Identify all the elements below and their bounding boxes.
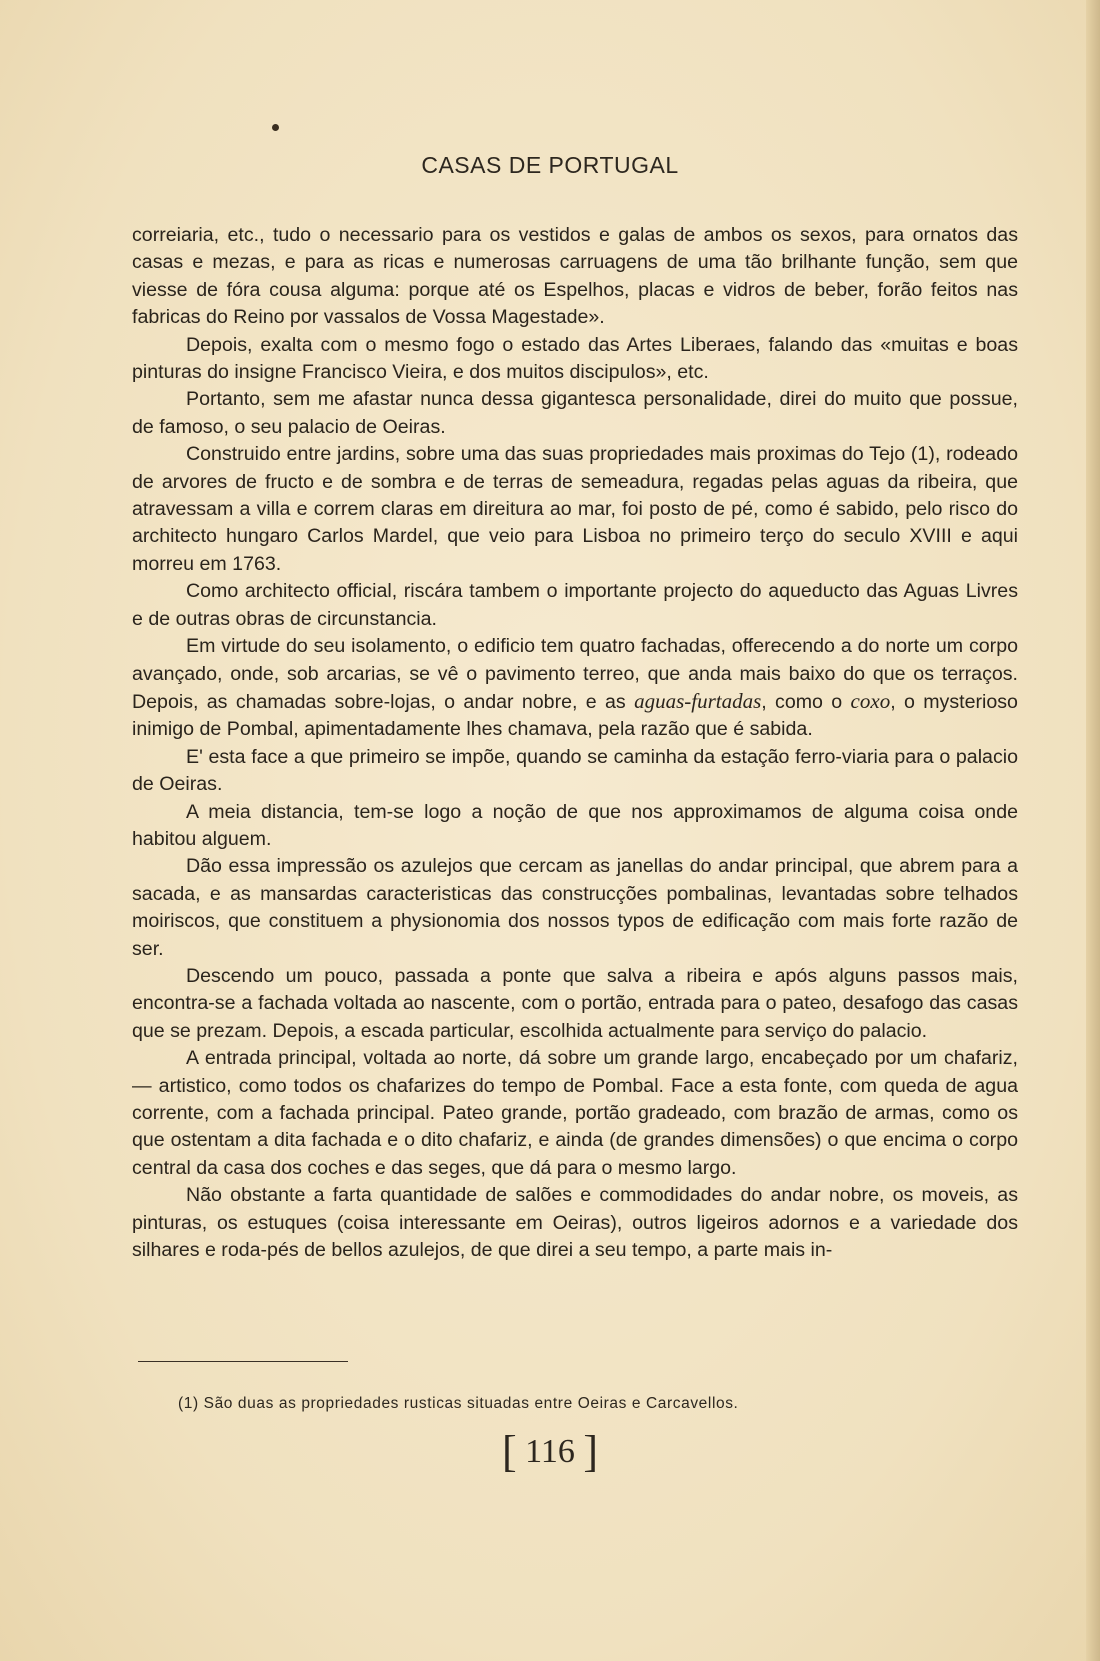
paragraph: A entrada principal, voltada ao norte, dá sobre um grande largo, encabeçado por um chafariz, — artistico, como todos os chafarizes do tempo de Pombal. Face a esta fonte, com queda de agua corrente, com a fachada principal. Pateo grande, portão gradeado, com brazão de armas, como os que ostentam a dita fachada e o dito chafariz, e ainda (de grandes dimensões) o que encima o corpo central da casa dos coches e das seges, que dá para o mesmo largo. — [132, 1047, 1018, 1179]
paragraph: Descendo um pouco, passada a ponte que salva a ribeira e após alguns passos mais, encontra-se a fachada voltada ao nascente, com o portão, entrada para o pateo, desafogo das casas que se prezam. Depois, a escada particular, escolhida actualmente para serviço do palacio. — [132, 964, 1018, 1042]
paragraph-text: Em virtude do seu isolamento, o edificio tem quatro fachadas, offerecendo a do norte um corpo avançado, onde, sob arcarias, se vê o pavimento terreo, que anda mais baixo do que os terraços. Depois, as chamadas sobre-lojas, o andar nobre, e as — [132, 635, 1018, 713]
italic-term: coxo — [850, 688, 891, 713]
body-text — [132, 222, 1018, 1264]
paragraph: E' esta face a que primeiro se impõe, quando se caminha da estação ferro-viaria para o palacio de Oeiras. — [132, 745, 1018, 796]
page-edge-shadow — [1086, 0, 1100, 1661]
paragraph: correiaria, etc., tudo o necessario para os vestidos e galas de ambos os sexos, para ornatos das casas e mezas, e para as ricas e numerosas carruagens de uma tão brilhante função, sem que viesse de fóra cousa alguma: porque até os Espelhos, placas e vidros de beber, forão feitos nas fabricas do Reino por vassalos de Vossa Magestade». — [132, 224, 1018, 329]
paragraph: Construido entre jardins, sobre uma das suas propriedades mais proximas do Tejo (1), rodeado de arvores de fructo e de sombra e de terras de semeadura, regadas pelas aguas da ribeira, que atravessam a villa e correm claras em direitura ao mar, foi posto de pé, como é sabido, pelo risco do architecto hungaro Carlos Mardel, que veio para Lisboa no primeiro terço do seculo XVIII e aqui morreu em 1763. — [132, 443, 1018, 575]
paragraph: A meia distancia, tem-se logo a noção de que nos approximamos de alguma coisa onde habitou alguem. — [132, 800, 1018, 850]
italic-term: aguas-furtadas — [634, 688, 762, 713]
paragraph-text: , como o — [761, 690, 843, 713]
paragraph: Não obstante a farta quantidade de salões e commodidades do andar nobre, os moveis, as pinturas, os estuques (coisa interessante em Oeiras), outros ligeiros adornos e a variedade dos silhares e roda-pés de bellos azulejos, de que direi a seu tempo, a parte mais in- — [132, 1184, 1018, 1262]
paragraph: Portanto, sem me afastar nunca dessa gigantesca personalidade, direi do muito que possue, de famoso, o seu palacio de Oeiras. — [132, 388, 1018, 438]
ink-speck — [272, 124, 279, 131]
paragraph-text: , o mysterioso inimigo de Pombal, apimentadamente lhes chamava, pela razão que é sabida. — [132, 690, 1018, 741]
running-header: CASAS DE PORTUGAL — [421, 152, 679, 178]
paragraph — [132, 633, 1018, 744]
paragraph: Depois, exalta com o mesmo fogo o estado das Artes Liberaes, falando das «muitas e boas pinturas do insigne Francisco Vieira, e dos muitos discipulos», etc. — [132, 333, 1018, 384]
page-number-value: 116 — [525, 1433, 575, 1470]
left-bracket: [ — [501, 1427, 517, 1476]
footnote: (1) São duas as propriedades rusticas situadas entre Oeiras e Carcavellos. — [178, 1395, 739, 1412]
footnote-rule — [138, 1361, 348, 1362]
page-number — [0, 1426, 1100, 1477]
paragraph: Como architecto official, riscára tambem o importante projecto do aqueducto das Aguas Livres e de outras obras de circunstancia. — [132, 580, 1018, 630]
right-bracket: ] — [583, 1427, 599, 1476]
paragraph: Dão essa impressão os azulejos que cercam as janellas do andar principal, que abrem para a sacada, e as mansardas caracteristicas das construcções pombalinas, levantadas sobre telhados moiriscos, que constituem a physionomia dos nossos typos de edificação com mais forte razão de ser. — [132, 855, 1018, 960]
